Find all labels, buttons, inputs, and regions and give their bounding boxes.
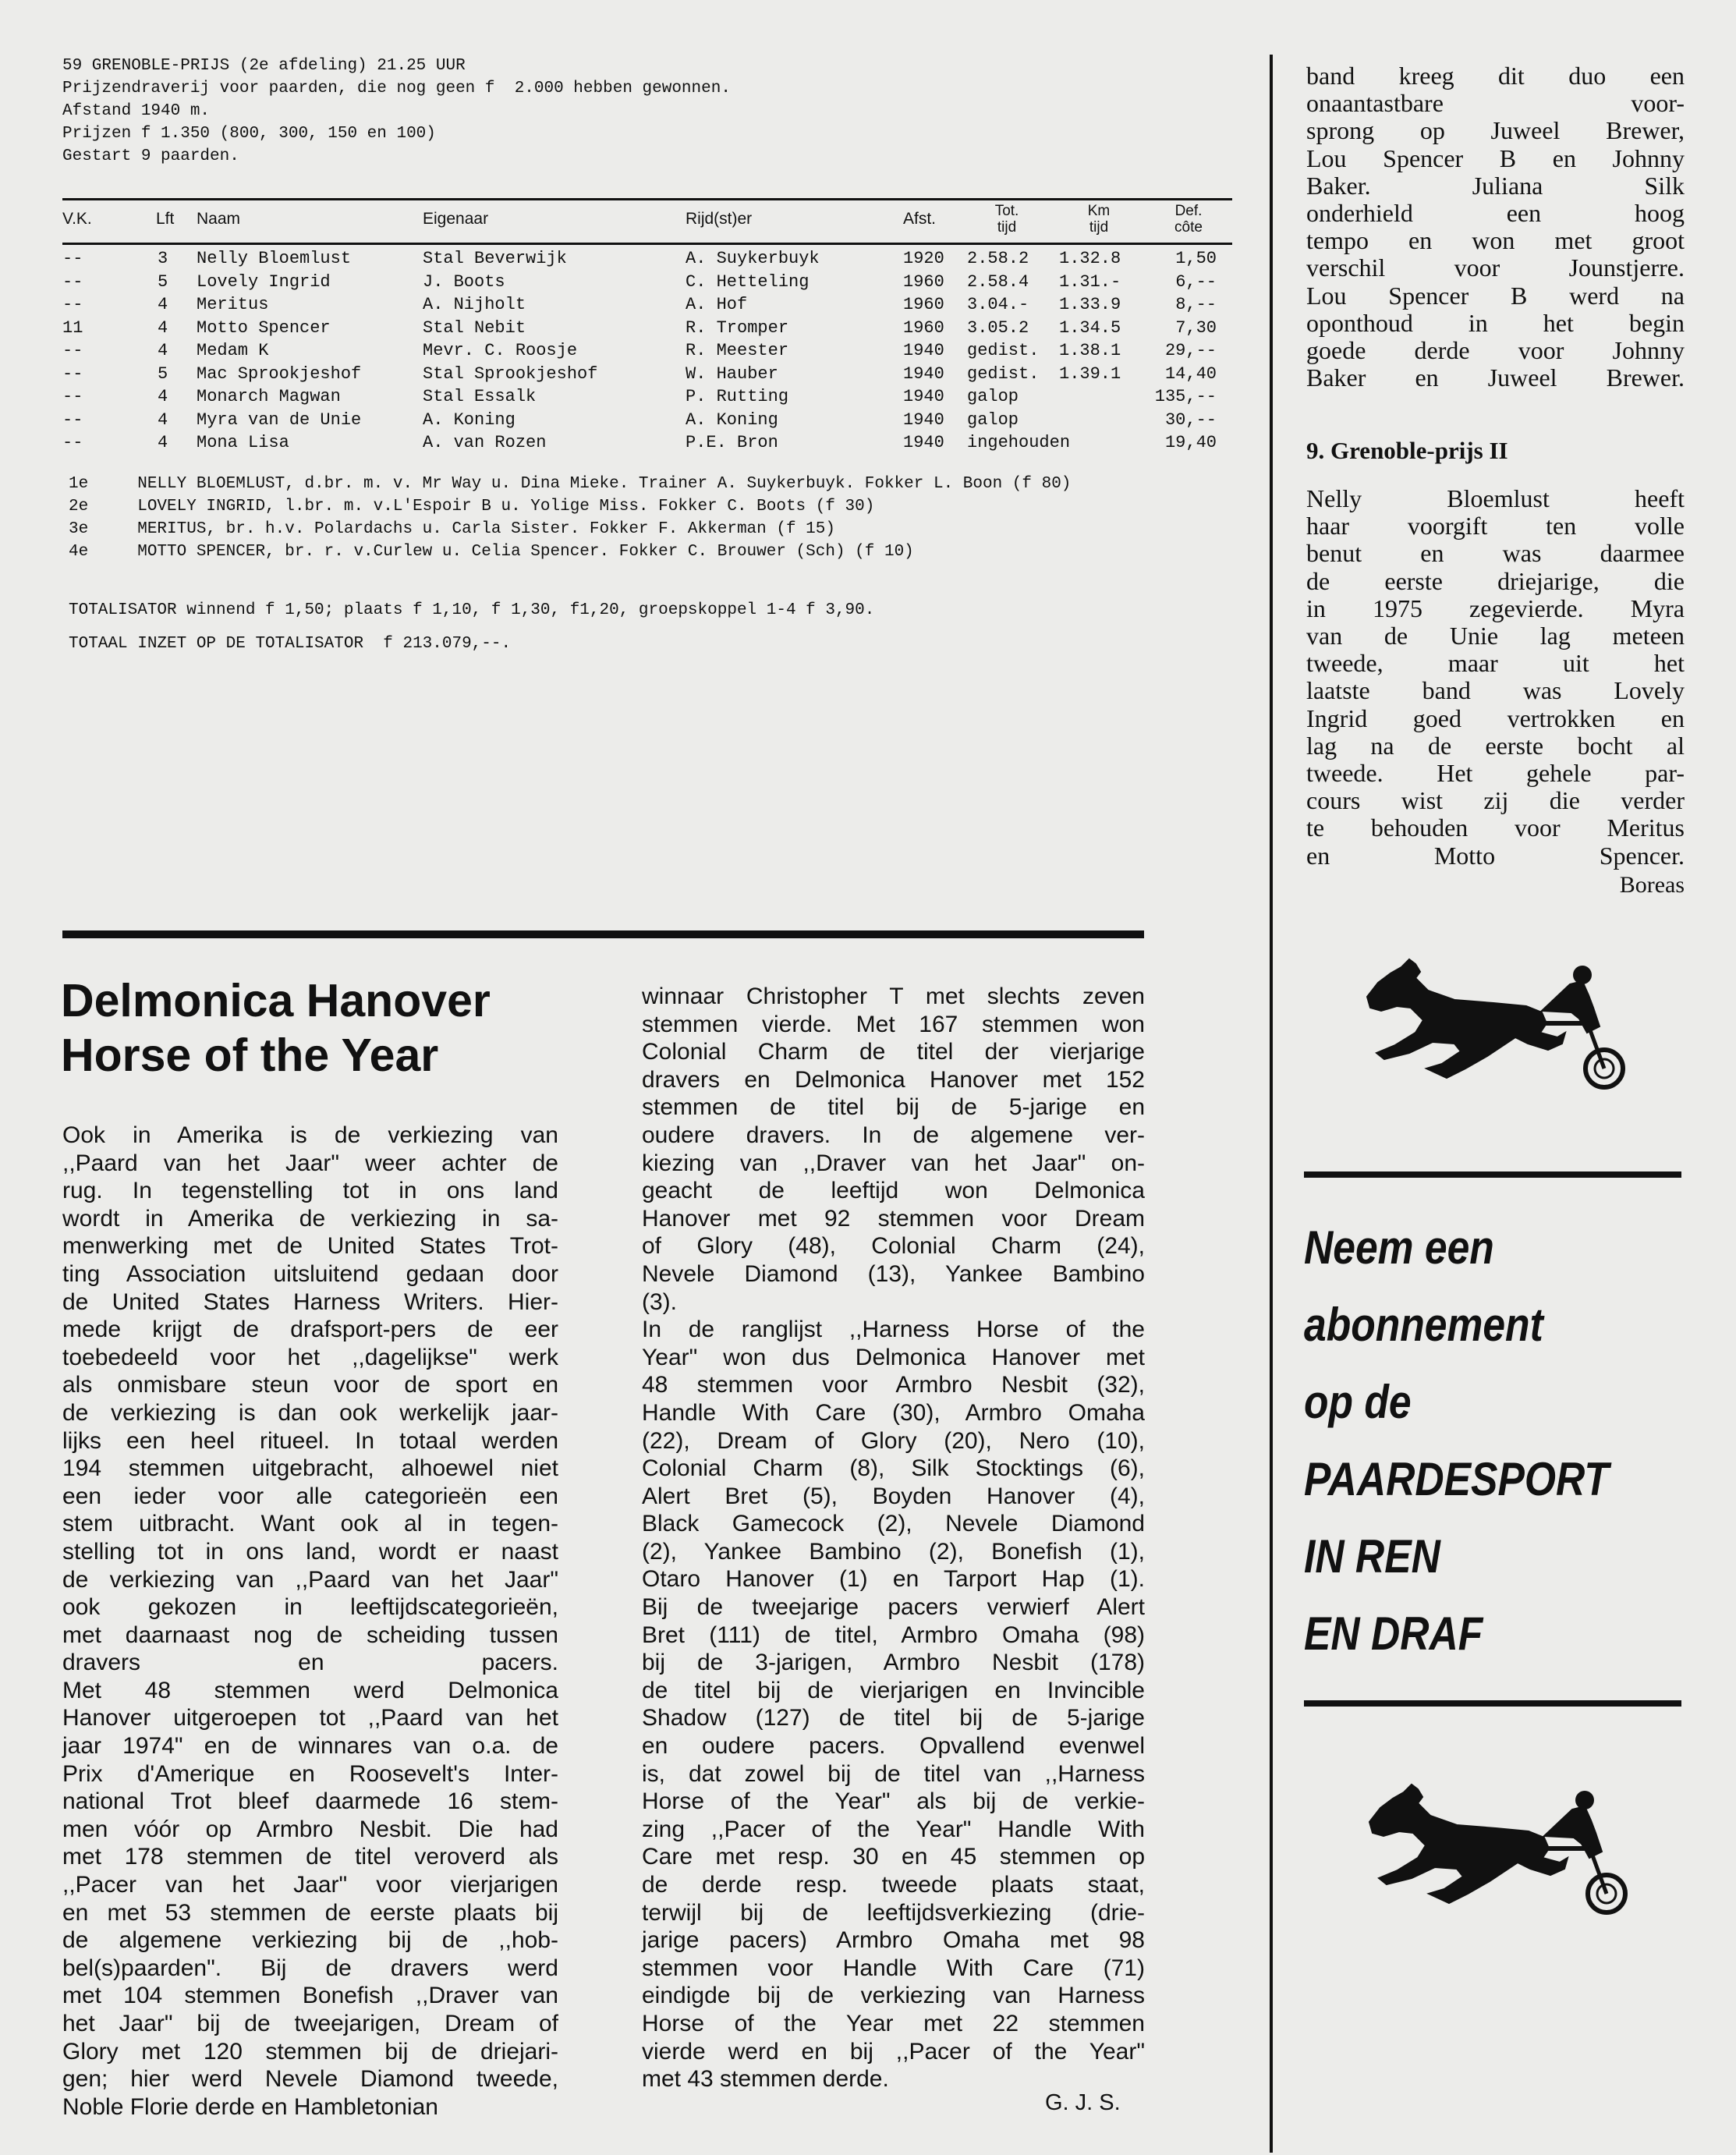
- table-header-row: [62, 197, 1232, 241]
- article-line: In de ranglijst ,,Harness Horse of the: [642, 1317, 1145, 1343]
- article-line: de algemene verkiezing bij de ,,hob-: [62, 1927, 558, 1954]
- cell-eigenaar: Stal Essalk: [423, 387, 537, 407]
- cell-lft: 4: [158, 317, 168, 338]
- cell-tot-tijd: 3.05.2: [967, 317, 1029, 338]
- table-row: [62, 385, 1232, 409]
- report-line: tweede, maar uit het: [1306, 649, 1685, 678]
- cell-rijder: R. Tromper: [686, 317, 789, 338]
- placings: [69, 473, 1238, 563]
- article-line: Care met resp. 30 en 45 stemmen op: [642, 1844, 1145, 1870]
- cell-lft: 4: [158, 433, 168, 453]
- article-line: terwijl bij de leeftijdsverkiezing (drie-: [642, 1899, 1145, 1926]
- cell-tot-tijd: galop: [967, 387, 1019, 407]
- col-header-km-tijd: Km tijd: [1087, 203, 1111, 236]
- totalisator: [69, 599, 1238, 666]
- subscription-ad: [1304, 1209, 1694, 1672]
- cell-tot-tijd: 3.04.-: [967, 295, 1029, 315]
- cell-def-cote: 14,40: [1164, 363, 1217, 384]
- article-line: ,,Pacer van het Jaar" voor vierjarigen: [62, 1872, 558, 1898]
- results-table: [62, 197, 1232, 455]
- cell-def-cote: 135,--: [1154, 387, 1217, 407]
- cell-lft: 4: [158, 341, 168, 361]
- article-line: en met 53 stemmen de eerste plaats bij: [62, 1899, 558, 1926]
- report-line: van de Unie lag meteen: [1306, 622, 1685, 650]
- article-line: bij de 3-jarigen, Armbro Nesbit (178): [642, 1650, 1145, 1676]
- cell-vk: 11: [62, 317, 83, 338]
- article-top-rule: [62, 930, 1144, 938]
- article-line: Hanover met 92 stemmen voor Dream: [642, 1205, 1145, 1232]
- article-title-line: Horse of the Year: [61, 1030, 439, 1081]
- race-description: Prijzendraverij voor paarden, die nog geen f 2.000 hebben gewonnen.: [62, 80, 731, 97]
- cell-rijder: C. Hetteling: [686, 271, 810, 292]
- article-line: Colonial Charm (8), Silk Stocktings (6),: [642, 1455, 1145, 1482]
- cell-vk: --: [62, 249, 83, 269]
- col-header-naam: Naam: [197, 210, 241, 228]
- cell-tot-tijd: galop: [967, 409, 1019, 430]
- article-line: toebedeeld voor het ,,dagelijkse" werk: [62, 1344, 558, 1370]
- article-line: is, dat zowel bij de titel van ,,Harness: [642, 1760, 1145, 1787]
- article-line: Alert Bret (5), Boyden Hanover (4),: [642, 1483, 1145, 1509]
- report-line: onderhield een hoog: [1306, 199, 1685, 228]
- cell-eigenaar: A. van Rozen: [423, 433, 547, 453]
- article-line: Noble Florie derde en Hambletonian: [62, 2093, 438, 2120]
- article-line: dravers en Delmonica Hanover met 152: [642, 1066, 1145, 1093]
- cell-rijder: P. Rutting: [686, 387, 789, 407]
- cell-lft: 5: [158, 363, 168, 384]
- harness-horse-icon: [1361, 952, 1626, 1100]
- cell-afst: 1940: [903, 433, 944, 453]
- article-line: 194 stemmen uitgebracht, alhoewel niet: [62, 1455, 558, 1482]
- article-line: zing ,,Pacer of the Year" Handle With: [642, 1816, 1145, 1842]
- cell-afst: 1940: [903, 341, 944, 361]
- ad-line: PAARDESPORT: [1304, 1453, 1609, 1505]
- column-divider: [1270, 55, 1273, 2153]
- article-line: bel(s)paarden". Bij de dravers werd: [62, 1955, 558, 1981]
- cell-km-tijd: 1.32.8: [1059, 249, 1121, 269]
- cell-rijder: A. Hof: [686, 295, 748, 315]
- article-line: stemmen de titel bij de 5-jarige en: [642, 1094, 1145, 1121]
- table-row: [62, 409, 1232, 432]
- article-title: [61, 973, 491, 1083]
- article-line: Bret (111) de titel, Armbro Omaha (98): [642, 1622, 1145, 1648]
- article-line: het Jaar" bij de tweejarigen, Dream of: [62, 2011, 558, 2036]
- cell-def-cote: 6,--: [1175, 271, 1217, 292]
- report-heading: 9. Grenoble-prijs II: [1306, 437, 1508, 464]
- col-header-vk: V.K.: [62, 210, 92, 228]
- totalisator-payouts: TOTALISATOR winnend f 1,50; plaats f 1,10, f 1,30, f1,20, groepskoppel 1-4 f 3,90.: [69, 601, 875, 619]
- report-line: in 1975 zegevierde. Myra: [1306, 594, 1685, 622]
- article-line: stemmen vierde. Met 167 stemmen won: [642, 1011, 1145, 1037]
- report-line: de eerste driejarige, die: [1306, 566, 1685, 595]
- article-line: (22), Dream of Glory (20), Nero (10),: [642, 1427, 1145, 1454]
- report-line: Lou Spencer B werd na: [1306, 281, 1685, 310]
- table-row: [62, 241, 1232, 271]
- cell-naam: Motto Spencer: [197, 317, 331, 338]
- ad-line: EN DRAF: [1304, 1607, 1483, 1660]
- cell-km-tijd: 1.31.-: [1059, 271, 1121, 292]
- totalisator-total: TOTAAL INZET OP DE TOTALISATOR f 213.079,--.: [69, 635, 512, 653]
- cell-afst: 1940: [903, 363, 944, 384]
- cell-vk: --: [62, 341, 83, 361]
- report-line: benut en was daarmee: [1306, 539, 1685, 568]
- placing-3: 3e MERITUS, br. h.v. Polardachs u. Carla Sister. Fokker F. Akkerman (f 15): [69, 520, 835, 538]
- race-report: [1306, 485, 1685, 870]
- article-line: (2), Yankee Bambino (2), Bonefish (1),: [642, 1538, 1145, 1565]
- col-header-lft: Lft: [156, 210, 175, 228]
- cell-naam: Mac Sprookjeshof: [197, 363, 362, 384]
- cell-def-cote: 8,--: [1175, 295, 1217, 315]
- article-line: men vóór op Armbro Nesbit. Die had: [62, 1816, 558, 1842]
- ad-top-rule: [1304, 1171, 1681, 1178]
- article-line: Black Gamecock (2), Nevele Diamond: [642, 1511, 1145, 1537]
- article-line: de derde resp. tweede plaats staat,: [642, 1872, 1145, 1898]
- article-line: 48 stemmen voor Armbro Nesbit (32),: [642, 1372, 1145, 1398]
- article-line: Nevele Diamond (13), Yankee Bambino: [642, 1260, 1145, 1287]
- placing-4: 4e MOTTO SPENCER, br. r. v.Curlew u. Celia Spencer. Fokker C. Brouwer (Sch) (f 10): [69, 543, 914, 561]
- article-line: oudere dravers. In de algemene ver-: [642, 1122, 1145, 1148]
- article-line: menwerking met de United States Trot-: [62, 1233, 558, 1260]
- article-line: met daarnaast nog de scheiding tussen: [62, 1622, 558, 1648]
- cell-vk: --: [62, 271, 83, 292]
- cell-km-tijd: 1.33.9: [1059, 295, 1121, 315]
- article-line: met 43 stemmen derde.: [642, 2066, 889, 2093]
- article-line: gen; hier werd Nevele Diamond tweede,: [62, 2066, 558, 2093]
- cell-km-tijd: [1053, 385, 1145, 409]
- article-line: Glory met 120 stemmen bij de driejari-: [62, 2038, 558, 2065]
- article-line: de verkiezing van ,,Paard van het Jaar": [62, 1566, 558, 1593]
- cell-eigenaar: Stal Nebit: [423, 317, 526, 338]
- cell-vk: --: [62, 409, 83, 430]
- article-line: winnaar Christopher T met slechts zeven: [642, 984, 1145, 1009]
- article-signature: G. J. S.: [1045, 2090, 1121, 2115]
- report-line: oponthoud in het begin: [1306, 308, 1685, 337]
- table-row: [62, 317, 1232, 340]
- report-line: Lou Spencer B en Johnny: [1306, 144, 1685, 172]
- cell-naam: Mona Lisa: [197, 433, 289, 453]
- cell-eigenaar: Mevr. C. Roosje: [423, 341, 578, 361]
- report-line: tempo en won met groot: [1306, 226, 1685, 255]
- article-line: Handle With Care (30), Armbro Omaha: [642, 1399, 1145, 1426]
- cell-eigenaar: J. Boots: [423, 271, 505, 292]
- report-line: band kreeg dit duo een: [1306, 62, 1685, 90]
- article-line: jaar 1974" en de winnares van o.a. de: [62, 1733, 558, 1760]
- ad-line: op de: [1304, 1376, 1412, 1428]
- cell-tot-tijd: 2.58.4: [967, 271, 1029, 292]
- race-report-continued: [1306, 62, 1685, 392]
- cell-vk: --: [62, 295, 83, 315]
- report-line: Baker en Juweel Brewer.: [1306, 363, 1685, 392]
- article-column-2: [642, 983, 1145, 2093]
- report-line: sprong op Juweel Brewer,: [1306, 116, 1685, 145]
- ad-line: Neem een: [1304, 1221, 1494, 1274]
- ad-bottom-rule: [1304, 1700, 1681, 1707]
- article-line: Met 48 stemmen werd Delmonica: [62, 1677, 558, 1703]
- cell-eigenaar: Stal Sprookjeshof: [423, 363, 598, 384]
- race-prizes: Prijzen f 1.350 (800, 300, 150 en 100): [62, 125, 436, 143]
- cell-afst: 1920: [903, 249, 944, 269]
- col-header-def-cote: Def. côte: [1174, 203, 1203, 236]
- article-line: Bij de tweejarige pacers verwierf Alert: [642, 1594, 1145, 1621]
- article-line: kiezing van ,,Draver van het Jaar" on-: [642, 1150, 1145, 1176]
- col-header-rijder: Rijd(st)er: [686, 210, 753, 228]
- cell-vk: --: [62, 433, 83, 453]
- article-column-1: [62, 1122, 558, 2121]
- cell-km-tijd: 1.34.5: [1059, 317, 1121, 338]
- report-line: laatste band was Lovely: [1306, 676, 1685, 705]
- report-signature: Boreas: [1619, 872, 1685, 898]
- article-line: Horse of the Year met 22 stemmen: [642, 2010, 1145, 2036]
- cell-def-cote: 7,30: [1175, 317, 1217, 338]
- report-line: en Motto Spencer.: [1306, 841, 1685, 870]
- article-line: eindigde bij de verkiezing van Harness: [642, 1983, 1145, 2009]
- report-line: verschil voor Jounstjerre.: [1306, 253, 1685, 282]
- cell-km-tijd: [1053, 409, 1145, 432]
- cell-rijder: P.E. Bron: [686, 433, 778, 453]
- article-line: (3).: [642, 1288, 677, 1315]
- cell-naam: Meritus: [197, 295, 269, 315]
- col-header-eigenaar: Eigenaar: [423, 210, 489, 228]
- table-row: [62, 293, 1232, 317]
- article-line: Otaro Hanover (1) en Tarport Hap (1).: [642, 1566, 1145, 1593]
- race-distance: Afstand 1940 m.: [62, 102, 211, 120]
- cell-afst: 1940: [903, 409, 944, 430]
- article-line: lijks een heel ritueel. In totaal werden: [62, 1427, 558, 1454]
- cell-naam: Lovely Ingrid: [197, 271, 331, 292]
- report-line: Ingrid goed vertrokken en: [1306, 704, 1685, 732]
- article-line: geacht de leeftijd won Delmonica: [642, 1178, 1145, 1204]
- cell-lft: 3: [158, 249, 168, 269]
- table-row: [62, 339, 1232, 363]
- article-line: dravers en pacers.: [62, 1650, 558, 1676]
- article-line: vierde werd en bij ,,Pacer of the Year": [642, 2038, 1145, 2065]
- article-line: met 178 stemmen de titel veroverd als: [62, 1844, 558, 1870]
- cell-def-cote: 30,--: [1164, 409, 1217, 430]
- article-line: als onmisbare steun voor de sport en: [62, 1372, 558, 1398]
- article-line: Horse of the Year" als bij de verkie-: [642, 1788, 1145, 1815]
- cell-eigenaar: Stal Beverwijk: [423, 249, 567, 269]
- report-line: lag na de eerste bocht al: [1306, 731, 1685, 760]
- race-header: [62, 55, 1232, 168]
- cell-km-tijd: 1.39.1: [1059, 363, 1121, 384]
- cell-rijder: A. Suykerbuyk: [686, 249, 820, 269]
- article-line: Ook in Amerika is de verkiezing van: [62, 1122, 558, 1148]
- article-line: ook gekozen in leeftijdscategorieën,: [62, 1594, 558, 1621]
- cell-naam: Monarch Magwan: [197, 387, 341, 407]
- cell-afst: 1960: [903, 295, 944, 315]
- cell-tot-tijd: gedist.: [967, 363, 1040, 384]
- report-line: haar voorgift ten volle: [1306, 512, 1685, 541]
- cell-rijder: A. Koning: [686, 409, 778, 430]
- cell-vk: --: [62, 387, 83, 407]
- article-line: en oudere pacers. Opvallend evenwel: [642, 1733, 1145, 1760]
- article-line: Shadow (127) de titel bij de 5-jarige: [642, 1705, 1145, 1731]
- report-line: te behouden voor Meritus: [1306, 813, 1685, 842]
- cell-rijder: R. Meester: [686, 341, 789, 361]
- article-line: de titel bij de vierjarigen en Invincible: [642, 1677, 1145, 1703]
- cell-def-cote: 1,50: [1175, 249, 1217, 269]
- cell-def-cote: 29,--: [1164, 341, 1217, 361]
- article-line: ting Association uitsluitend gedaan door: [62, 1260, 558, 1287]
- cell-def-cote: 19,40: [1164, 433, 1217, 453]
- report-line: cours wist zij die verder: [1306, 786, 1685, 815]
- article-line: mede krijgt de drafsport-pers de eer: [62, 1317, 558, 1343]
- table-row: [62, 431, 1232, 455]
- cell-lft: 4: [158, 409, 168, 430]
- article-line: national Trot bleef daarmede 16 stem-: [62, 1788, 558, 1815]
- placing-2: 2e LOVELY INGRID, l.br. m. v.L'Espoir B u. Yolige Miss. Fokker C. Boots (f 30): [69, 498, 875, 516]
- col-header-tot-tijd: Tot. tijd: [994, 203, 1019, 236]
- cell-naam: Myra van de Unie: [197, 409, 362, 430]
- article-line: stelling tot in ons land, wordt er naast: [62, 1538, 558, 1565]
- ad-line: abonnement: [1304, 1299, 1543, 1351]
- cell-afst: 1940: [903, 387, 944, 407]
- article-line: met 104 stemmen Bonefish ,,Draver van: [62, 1983, 558, 2009]
- cell-tot-tijd: 2.58.2: [967, 249, 1029, 269]
- article-title-line: Delmonica Hanover: [61, 975, 491, 1026]
- ad-line: IN REN: [1304, 1530, 1440, 1583]
- cell-vk: --: [62, 363, 83, 384]
- article-line: stemmen voor Handle With Care (71): [642, 1955, 1145, 1981]
- cell-lft: 4: [158, 295, 168, 315]
- article-line: ,,Paard van het Jaar" weer achter de: [62, 1150, 558, 1176]
- col-header-afst: Afst.: [903, 210, 937, 228]
- article-line: Prix d'Amerique en Roosevelt's Inter-: [62, 1760, 558, 1787]
- table-row: [62, 271, 1232, 294]
- cell-naam: Nelly Bloemlust: [197, 249, 352, 269]
- cell-eigenaar: A. Koning: [423, 409, 515, 430]
- report-line: onaantastbare voor-: [1306, 89, 1685, 118]
- article-line: de verkiezing is dan ook werkelijk jaar-: [62, 1399, 558, 1426]
- cell-lft: 5: [158, 271, 168, 292]
- article-line: wordt in Amerika de verkiezing in sa-: [62, 1205, 558, 1232]
- harness-horse-icon: [1363, 1777, 1628, 1925]
- report-line: Nelly Bloemlust heeft: [1306, 484, 1685, 512]
- article-line: een ieder voor alle categorieën een: [62, 1483, 558, 1509]
- article-line: jarige pacers) Armbro Omaha met 98: [642, 1927, 1145, 1954]
- race-starters: Gestart 9 paarden.: [62, 147, 239, 165]
- cell-lft: 4: [158, 387, 168, 407]
- report-line: Baker. Juliana Silk: [1306, 171, 1685, 200]
- cell-naam: Medam K: [197, 341, 269, 361]
- cell-eigenaar: A. Nijholt: [423, 295, 526, 315]
- race-title: 59 GRENOBLE-PRIJS (2e afdeling) 21.25 UUR: [62, 57, 466, 75]
- article-line: Hanover uitgeroepen tot ,,Paard van het: [62, 1705, 558, 1731]
- article-line: Colonial Charm de titel der vierjarige: [642, 1039, 1145, 1065]
- placing-1: 1e NELLY BLOEMLUST, d.br. m. v. Mr Way u. Dina Mieke. Trainer A. Suykerbuyk. Fokker L. Boon (f 80): [69, 475, 1072, 493]
- cell-km-tijd: 1.38.1: [1059, 341, 1121, 361]
- report-line: goede derde voor Johnny: [1306, 336, 1685, 365]
- cell-afst: 1960: [903, 317, 944, 338]
- article-line: stem uitbracht. Want ook al in tegen-: [62, 1511, 558, 1537]
- table-row: [62, 363, 1232, 386]
- article-line: Year" won dus Delmonica Hanover met: [642, 1344, 1145, 1370]
- report-line: tweede. Het gehele par-: [1306, 759, 1685, 788]
- article-line: de United States Harness Writers. Hier-: [62, 1288, 558, 1315]
- cell-afst: 1960: [903, 271, 944, 292]
- cell-rijder: W. Hauber: [686, 363, 778, 384]
- cell-tot-tijd: ingehouden: [967, 433, 1071, 453]
- article-line: of Glory (48), Colonial Charm (24),: [642, 1233, 1145, 1260]
- cell-tot-tijd: gedist.: [967, 341, 1040, 361]
- article-line: rug. In tegenstelling tot in ons land: [62, 1178, 558, 1204]
